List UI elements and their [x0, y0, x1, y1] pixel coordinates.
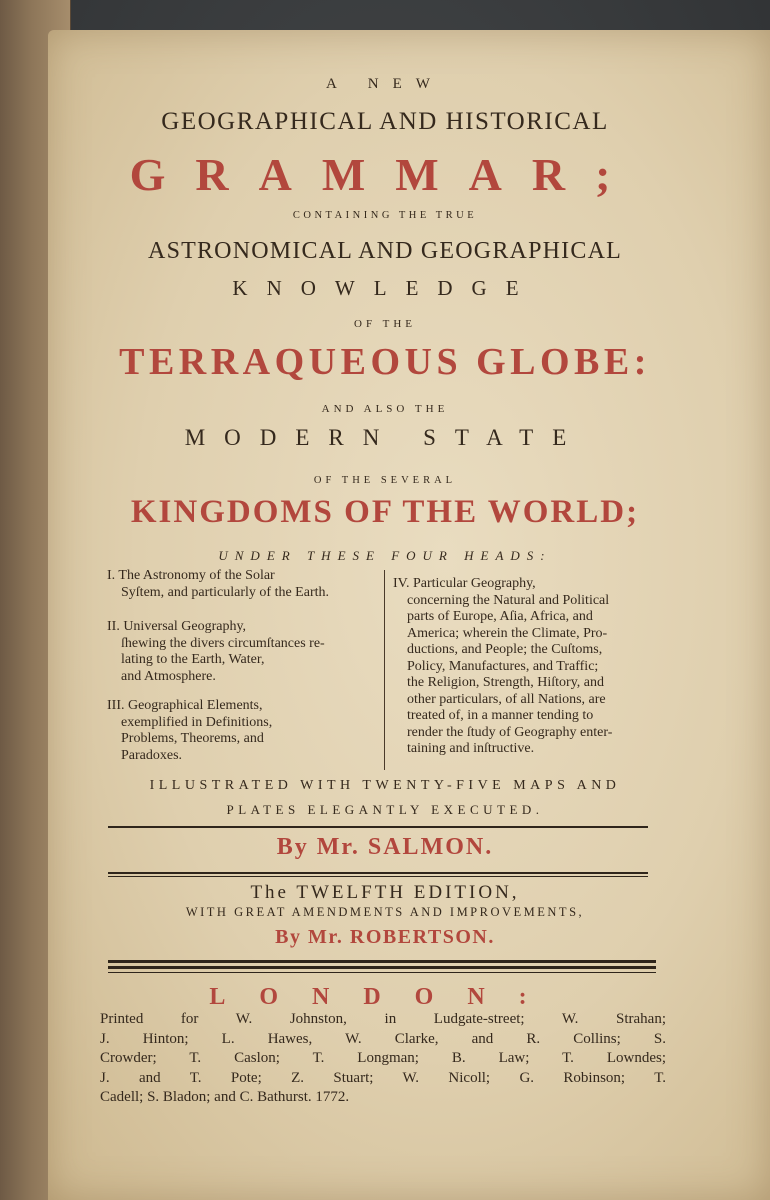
head-1-line: Syſtem, and particularly of the Earth.: [121, 584, 329, 600]
place-london: LONDON:: [209, 984, 561, 1010]
subtitle-modern-state: MODERN STATE: [184, 425, 586, 450]
ornamental-rule: [108, 972, 656, 973]
subtitle-and-also: AND ALSO THE: [321, 403, 449, 415]
heads-right-column: [393, 576, 663, 771]
printers-line: Cadell; S. Bladon; and C. Bathurst. 1772.: [100, 1089, 350, 1105]
amendments-line: WITH GREAT AMENDMENTS AND IMPROVEMENTS,: [185, 905, 585, 919]
illustrated-line-1: ILLUSTRATED WITH TWENTY-FIVE MAPS AND: [149, 778, 621, 793]
head-2-line: II. Universal Geography,: [107, 619, 247, 634]
heads-left-column: [107, 568, 379, 777]
head-4-line: Policy, Manufactures, and Traffic;: [407, 658, 599, 674]
head-4-line: IV. Particular Geography,: [393, 576, 536, 591]
subtitle-of-the: OF THE: [354, 318, 416, 330]
head-2: [107, 619, 379, 685]
author-salmon: By Mr. SALMON.: [276, 834, 494, 860]
head-3-line: III. Geographical Elements,: [107, 698, 263, 713]
head-4-line: ductions, and People; the Cuſtoms,: [407, 642, 603, 657]
heads-intro: UNDER THESE FOUR HEADS:: [218, 548, 552, 563]
subtitle-knowledge: KNOWLEDGE: [232, 276, 538, 300]
edition-statement: The TWELFTH EDITION,: [250, 882, 520, 903]
title-terraqueous-globe: TERRAQUEOUS GLOBE:: [119, 341, 651, 383]
head-3: [107, 698, 379, 764]
printers-list: [100, 1010, 666, 1108]
printers-line: Printed for W. Johnston, in Ludgate-street; W. Strahan;: [100, 1011, 666, 1027]
head-4: [393, 576, 663, 758]
subtitle-of-the-several: OF THE SEVERAL: [313, 475, 457, 486]
head-3-line: Problems, Theorems, and: [121, 731, 264, 746]
head-2-line: and Atmosphere.: [121, 668, 216, 684]
divider-rule: [108, 826, 648, 828]
head-4-line: America; wherein the Climate, Pro-: [407, 625, 608, 641]
title-grammar: GRAMMAR;: [129, 149, 641, 200]
ornamental-rule: [108, 960, 656, 963]
head-4-line: treated of, in a manner tending to: [407, 708, 594, 723]
head-4-line: other particulars, of all Nations, are: [407, 691, 606, 707]
head-4-line: render the ſtudy of Geography enter-: [407, 724, 613, 740]
subtitle-containing: CONTAINING THE TRUE: [292, 210, 478, 221]
column-divider: [384, 570, 385, 770]
head-4-line: concerning the Natural and Political: [407, 592, 610, 608]
head-3-line: Paradoxes.: [121, 747, 183, 763]
head-2-line: ſhewing the divers circumſtances re-: [121, 635, 325, 651]
illustrated-line-2: PLATES ELEGANTLY EXECUTED.: [226, 802, 544, 817]
head-1: [107, 568, 379, 601]
divider-rule: [108, 872, 648, 874]
head-4-line: parts of Europe, Aſia, Africa, and: [407, 609, 593, 624]
subtitle-astronomical: ASTRONOMICAL AND GEOGRAPHICAL: [148, 238, 622, 264]
printers-line: Crowder; T. Caslon; T. Longman; B. Law; T. Lowndes;: [100, 1050, 666, 1066]
title-a-new: A NEW: [326, 76, 444, 92]
head-3-line: exemplified in Definitions,: [121, 714, 273, 730]
printers-line: J. Hinton; L. Hawes, W. Clarke, and R. Collins; S.: [100, 1030, 666, 1047]
head-2-line: lating to the Earth, Water,: [121, 652, 265, 667]
title-geographical: GEOGRAPHICAL AND HISTORICAL: [161, 108, 609, 135]
head-4-line: the Religion, Strength, Hiſtory, and: [407, 675, 605, 690]
printers-line: J. and T. Pote; Z. Stuart; W. Nicoll; G. Robinson; T.: [100, 1069, 666, 1086]
head-1-line: I. The Astronomy of the Solar: [107, 568, 275, 583]
divider-rule: [108, 876, 648, 877]
ornamental-rule: [108, 966, 656, 969]
title-kingdoms: KINGDOMS OF THE WORLD;: [130, 494, 640, 530]
head-4-line: taining and inſtructive.: [407, 741, 535, 756]
editor-robertson: By Mr. ROBERTSON.: [275, 926, 495, 948]
